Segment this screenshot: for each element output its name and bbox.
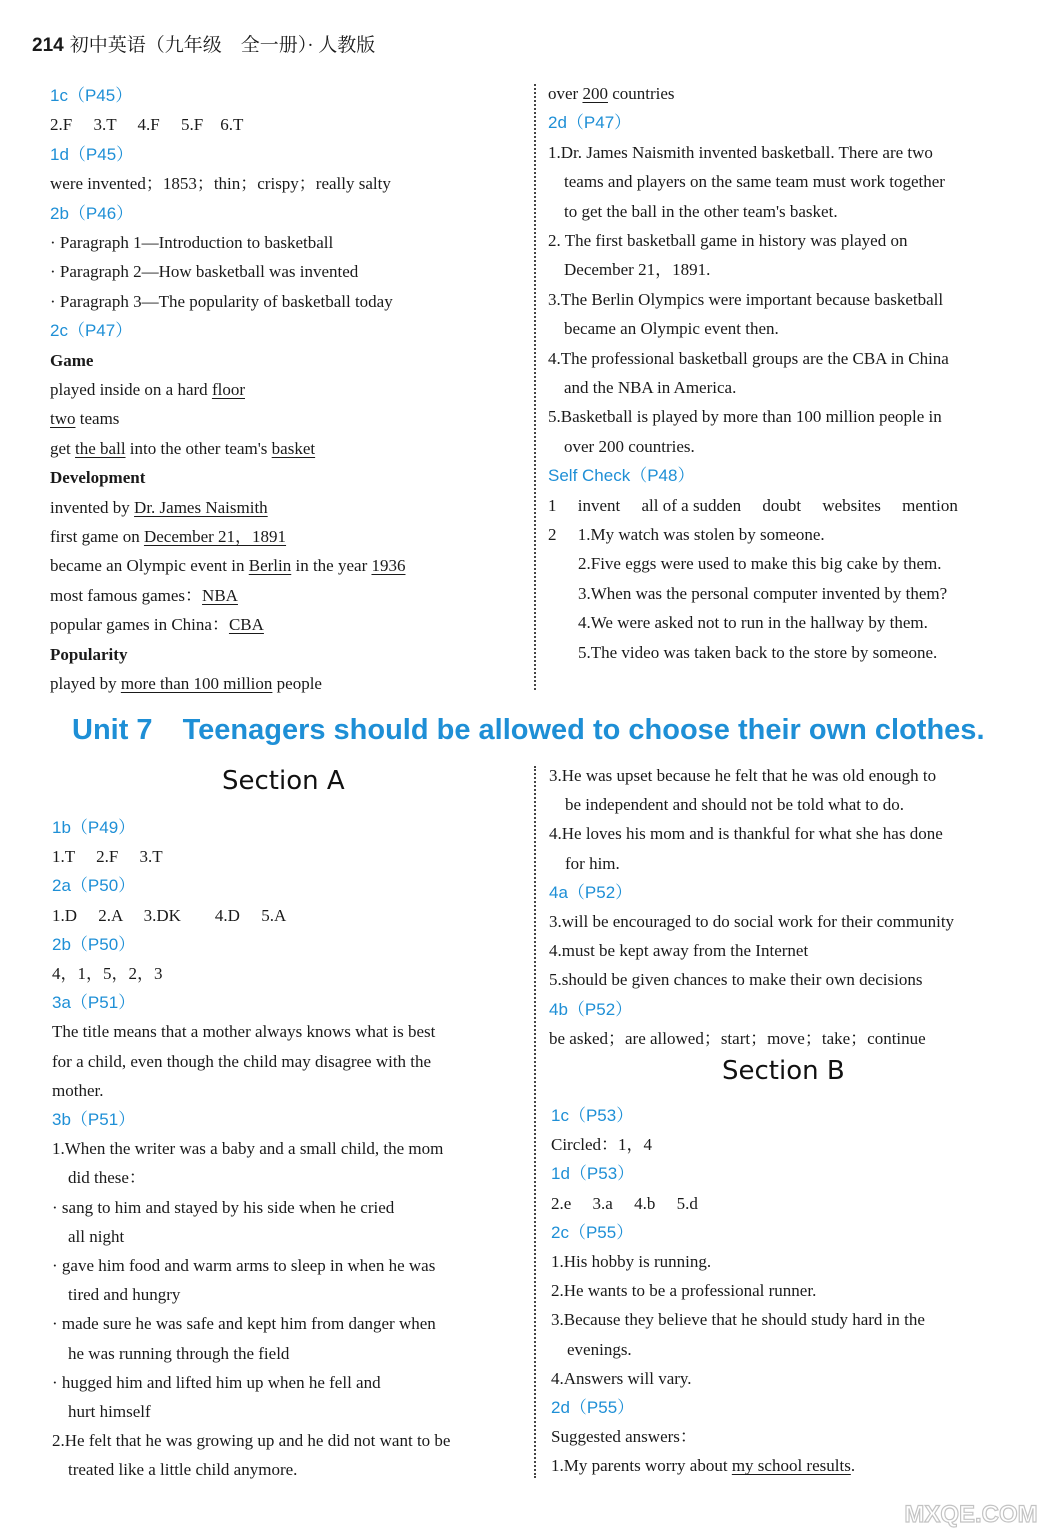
line-text: played inside on a hard bbox=[50, 380, 212, 399]
line-text: tired and hungry bbox=[68, 1285, 181, 1305]
line-text: over bbox=[548, 84, 583, 103]
blank-answer: the ball bbox=[75, 438, 126, 458]
line-text: mother. bbox=[52, 1080, 104, 1100]
blank-answer: December 21，1891 bbox=[143, 527, 287, 546]
watermark-logo bbox=[896, 1470, 1046, 1530]
text-line bbox=[548, 407, 942, 427]
line-text: get bbox=[50, 438, 76, 458]
line-text: did these： bbox=[68, 1168, 146, 1188]
text-line bbox=[52, 1314, 436, 1334]
blank-answer: basket bbox=[271, 438, 316, 458]
line-text: he was running through the field bbox=[68, 1343, 290, 1363]
text-line bbox=[50, 233, 333, 253]
answer-label bbox=[52, 935, 135, 955]
text-line bbox=[564, 437, 695, 457]
text-line bbox=[551, 1252, 711, 1272]
text-line bbox=[548, 231, 907, 251]
answer-label bbox=[549, 1000, 632, 1020]
text-line bbox=[548, 349, 949, 369]
subheading bbox=[50, 645, 127, 665]
unit-title: Teenagers should be allowed to choose their own clothes. bbox=[182, 714, 985, 746]
label-text: 1d（P53） bbox=[551, 1164, 635, 1184]
subheading bbox=[50, 468, 145, 488]
section-a-title: Section A bbox=[222, 766, 345, 796]
line-text: 2.He wants to be a professional runner. bbox=[551, 1281, 817, 1301]
line-text: Suggested answers： bbox=[551, 1427, 697, 1447]
label-text: 2b（P46） bbox=[50, 203, 134, 223]
line-text: 5.should be given chances to make their own decisions bbox=[549, 970, 923, 990]
line-text: teams and players on the same team must work together bbox=[564, 172, 945, 192]
text-line bbox=[52, 1081, 103, 1101]
column-divider-bottom bbox=[534, 766, 536, 1478]
line-text: played by bbox=[50, 674, 121, 693]
line-text: all night bbox=[68, 1226, 125, 1246]
line-text: · hugged him and lifted him up when he fell and bbox=[52, 1372, 381, 1392]
line-text: 4.He loves his mom and is thankful for what she has done bbox=[549, 824, 943, 844]
blank-answer: my school results bbox=[731, 1456, 851, 1476]
unit-number: Unit 7 bbox=[72, 714, 153, 746]
line-text: over 200 countries. bbox=[564, 436, 695, 456]
text-line bbox=[549, 970, 922, 990]
line-text: 5.Basketball is played by more than 100 million people in bbox=[548, 407, 942, 427]
answer-label bbox=[52, 876, 135, 896]
line-text: · Paragraph 1—Introduction to basketball bbox=[50, 233, 334, 252]
fill-blank-line bbox=[548, 84, 675, 104]
line-text: 2.F 3.T 4.F 5.F 6.T bbox=[50, 115, 244, 135]
line-text: · gave him food and warm arms to sleep in when he was bbox=[52, 1256, 436, 1275]
text-line bbox=[564, 378, 736, 398]
fill-blank-line bbox=[551, 1456, 855, 1476]
blank-answer: 200 bbox=[582, 84, 608, 103]
line-text: 2.Five eggs were used to make this big cake by them. bbox=[578, 554, 942, 574]
line-text: became an Olympic event in bbox=[50, 556, 249, 576]
line-text: The title means that a mother always knows what is best bbox=[52, 1022, 436, 1042]
text-line bbox=[564, 172, 945, 192]
text-line bbox=[52, 1139, 443, 1159]
text-line bbox=[50, 262, 358, 282]
blank-answer: two bbox=[50, 409, 76, 429]
line-text: 3.will be encouraged to do social work for their community bbox=[549, 912, 955, 931]
line-text: 1.D 2.A 3.DK 4.D 5.A bbox=[52, 905, 287, 925]
answer-label bbox=[52, 818, 135, 838]
answer-label bbox=[551, 1223, 633, 1243]
column-divider-top bbox=[534, 84, 536, 690]
label-text: Self Check（P48） bbox=[548, 466, 695, 486]
fill-blank-line bbox=[50, 498, 268, 518]
text-line bbox=[52, 1256, 435, 1276]
label-text: 1c（P53） bbox=[551, 1106, 634, 1125]
fill-blank-line bbox=[50, 380, 245, 400]
fill-blank-line bbox=[50, 674, 322, 694]
line-text: 2 1.My watch was stolen by someone. bbox=[548, 525, 825, 544]
line-text: for him. bbox=[565, 853, 620, 873]
text-line bbox=[564, 260, 710, 280]
fill-blank-line bbox=[50, 439, 315, 459]
blank-answer: Berlin bbox=[248, 556, 292, 576]
line-text: first game on bbox=[50, 527, 144, 546]
answer-label bbox=[551, 1106, 633, 1126]
text-line bbox=[50, 292, 393, 312]
subheading-text: Game bbox=[50, 350, 94, 370]
text-line bbox=[68, 1285, 180, 1305]
label-text: 2d（P47） bbox=[548, 113, 632, 133]
line-text: . bbox=[850, 1456, 856, 1476]
text-line bbox=[549, 912, 954, 932]
blank-answer: floor bbox=[211, 380, 245, 399]
answer-label bbox=[50, 321, 132, 341]
text-line bbox=[549, 1029, 926, 1049]
text-line bbox=[52, 1022, 435, 1042]
line-text: invented by bbox=[50, 497, 135, 517]
line-text: 3.He was upset because he felt that he was old enough to bbox=[549, 766, 937, 785]
text-line bbox=[551, 1194, 698, 1214]
line-text: 4.The professional basketball groups are the CBA in China bbox=[548, 348, 949, 368]
label-text: 1d（P45） bbox=[50, 144, 134, 164]
text-line bbox=[551, 1427, 697, 1447]
blank-answer: NBA bbox=[202, 585, 238, 605]
line-text: most famous games： bbox=[50, 585, 203, 605]
text-line bbox=[52, 1052, 431, 1072]
text-line bbox=[52, 1373, 381, 1393]
line-text: countries bbox=[607, 84, 675, 103]
page-header bbox=[32, 30, 375, 57]
text-line bbox=[551, 1281, 816, 1301]
text-line bbox=[548, 496, 958, 516]
line-text: · Paragraph 3—The popularity of basketball today bbox=[50, 291, 393, 311]
line-text: in the year bbox=[291, 556, 372, 576]
line-text: popular games in China： bbox=[50, 615, 229, 635]
label-text: 1c（P45） bbox=[50, 86, 133, 105]
line-text: Circled：1，4 bbox=[551, 1135, 653, 1155]
line-text: be asked；are allowed；start；move；take；continue bbox=[549, 1028, 926, 1048]
blank-answer: Dr. James Naismith bbox=[134, 497, 268, 517]
line-text: · made sure he was safe and kept him from danger when bbox=[52, 1314, 436, 1334]
answer-label bbox=[548, 466, 694, 486]
line-text: became an Olympic event then. bbox=[564, 319, 779, 339]
text-line bbox=[68, 1344, 289, 1364]
label-text: 2c（P55） bbox=[551, 1222, 634, 1242]
text-line bbox=[68, 1227, 124, 1247]
line-text: were invented；1853；thin；crispy；really salty bbox=[50, 174, 391, 194]
text-line bbox=[549, 766, 936, 786]
fill-blank-line bbox=[50, 615, 264, 635]
line-text: 1.When the writer was a baby and a small child, the mom bbox=[52, 1139, 444, 1159]
line-text: · sang to him and stayed by his side when he cried bbox=[52, 1197, 395, 1217]
text-line bbox=[549, 824, 943, 844]
line-text: 1.His hobby is running. bbox=[551, 1252, 712, 1271]
text-line bbox=[50, 115, 243, 135]
fill-blank-line bbox=[50, 527, 286, 547]
text-line bbox=[52, 906, 286, 926]
book-title: 初中英语（九年级 全一册）· 人教版 bbox=[69, 35, 376, 56]
label-text: 3a（P51） bbox=[52, 993, 136, 1013]
line-text: to get the ball in the other team's basket. bbox=[564, 201, 838, 221]
text-line bbox=[548, 525, 825, 545]
page-number: 214 bbox=[32, 35, 64, 56]
text-line bbox=[565, 795, 904, 815]
line-text: 4，1，5，2，3 bbox=[52, 964, 163, 983]
line-text: 2. The first basketball game in history was played on bbox=[548, 231, 908, 250]
text-line bbox=[548, 290, 943, 310]
text-line bbox=[551, 1310, 925, 1330]
text-line bbox=[68, 1460, 297, 1480]
text-line bbox=[564, 319, 779, 339]
answer-label bbox=[50, 145, 133, 165]
line-text: 1 invent all of a sudden doubt websites mention bbox=[548, 495, 958, 515]
line-text: into the other team's bbox=[125, 438, 272, 458]
text-line bbox=[52, 847, 163, 867]
text-line bbox=[68, 1168, 146, 1188]
line-text: 1.My parents worry about bbox=[551, 1456, 732, 1476]
text-line bbox=[548, 143, 933, 163]
answer-label bbox=[50, 86, 132, 106]
watermark-text: MXQE.COM bbox=[904, 1501, 1038, 1528]
label-text: 1b（P49） bbox=[52, 818, 136, 837]
line-text: 1.Dr. James Naismith invented basketball. There are two bbox=[548, 142, 933, 162]
text-line bbox=[578, 643, 937, 663]
text-line bbox=[52, 1431, 450, 1451]
line-text: be independent and should not be told what to do. bbox=[565, 795, 904, 815]
text-line bbox=[551, 1135, 652, 1155]
blank-answer: more than 100 million bbox=[120, 674, 273, 693]
label-text: 4a（P52） bbox=[549, 882, 633, 902]
fill-blank-line bbox=[50, 409, 119, 429]
line-text: evenings. bbox=[567, 1339, 632, 1359]
line-text: December 21，1891. bbox=[564, 260, 711, 280]
line-text: 2.e 3.a 4.b 5.d bbox=[551, 1193, 698, 1213]
line-text: 3.When was the personal computer invented by them? bbox=[578, 583, 948, 603]
text-line bbox=[578, 613, 928, 633]
answer-label bbox=[548, 113, 631, 133]
text-line bbox=[551, 1369, 692, 1389]
line-text: 4.Answers will vary. bbox=[551, 1368, 692, 1388]
line-text: teams bbox=[75, 409, 120, 429]
line-text: 2.He felt that he was growing up and he did not want to be bbox=[52, 1431, 451, 1451]
text-line bbox=[578, 584, 947, 604]
text-line bbox=[564, 202, 838, 222]
line-text: hurt himself bbox=[68, 1402, 151, 1421]
answer-label bbox=[549, 883, 632, 903]
text-line bbox=[565, 854, 620, 874]
answer-label bbox=[52, 1110, 135, 1130]
blank-answer: CBA bbox=[228, 615, 264, 635]
fill-blank-line bbox=[50, 556, 405, 576]
section-b-title: Section B bbox=[722, 1056, 845, 1086]
label-text: 2c（P47） bbox=[50, 321, 133, 341]
text-line bbox=[50, 174, 391, 194]
label-text: 4b（P52） bbox=[549, 999, 633, 1019]
blank-answer: 1936 bbox=[371, 556, 406, 576]
answer-label bbox=[52, 993, 135, 1013]
subheading-text: Popularity bbox=[50, 644, 128, 664]
answer-label bbox=[551, 1164, 634, 1184]
label-text: 2b（P50） bbox=[52, 934, 136, 954]
text-line bbox=[549, 941, 808, 961]
line-text: 5.The video was taken back to the store by someone. bbox=[578, 642, 938, 662]
text-line bbox=[68, 1402, 151, 1422]
line-text: people bbox=[272, 674, 322, 693]
line-text: 4.We were asked not to run in the hallway by them. bbox=[578, 613, 928, 633]
unit-heading bbox=[72, 714, 985, 747]
line-text: treated like a little child anymore. bbox=[68, 1460, 298, 1480]
line-text: 4.must be kept away from the Internet bbox=[549, 941, 809, 961]
label-text: 2a（P50） bbox=[52, 876, 136, 896]
text-line bbox=[567, 1340, 632, 1360]
fill-blank-line bbox=[50, 586, 238, 606]
line-text: 3.Because they believe that he should study hard in the bbox=[551, 1310, 925, 1330]
label-text: 2d（P55） bbox=[551, 1398, 635, 1417]
line-text: for a child, even though the child may disagree with the bbox=[52, 1051, 432, 1071]
line-text: and the NBA in America. bbox=[564, 378, 737, 397]
line-text: 3.The Berlin Olympics were important because basketball bbox=[548, 289, 944, 309]
subheading bbox=[50, 351, 93, 371]
subheading-text: Development bbox=[50, 468, 146, 488]
answer-label bbox=[50, 204, 133, 224]
line-text: · Paragraph 2—How basketball was invented bbox=[50, 262, 359, 282]
label-text: 3b（P51） bbox=[52, 1110, 136, 1129]
text-line bbox=[578, 554, 942, 574]
text-line bbox=[52, 1198, 394, 1218]
answer-label bbox=[551, 1398, 634, 1418]
line-text: 1.T 2.F 3.T bbox=[52, 847, 163, 867]
text-line bbox=[52, 964, 163, 984]
